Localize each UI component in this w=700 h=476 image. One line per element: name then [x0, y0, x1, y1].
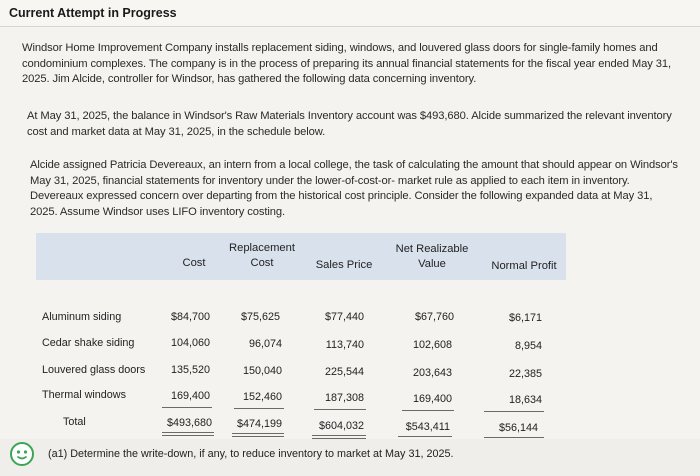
question-text: (a1) Determine the write-down, if any, to reduce inventory to market at May 31, 2025. — [48, 448, 454, 460]
header-normal-profit: Normal Profit — [491, 260, 557, 272]
problem-content — [0, 27, 700, 476]
inventory-table — [36, 233, 566, 411]
cell-replacement: 96,074 — [248, 338, 282, 350]
cell-sales-price: 187,308 — [324, 392, 364, 404]
header-cost: Cost — [182, 257, 206, 269]
header-sales-price: Sales Price — [315, 259, 373, 271]
cell-replacement: 150,040 — [242, 365, 282, 377]
cell-replacement: 152,460 — [242, 391, 282, 403]
replacement-underline — [234, 408, 284, 409]
cell-sales-price-total: $604,032 — [318, 420, 364, 432]
header-bar — [0, 0, 700, 27]
cell-sales-price: $77,440 — [324, 311, 364, 323]
page-title: Current Attempt in Progress — [9, 6, 177, 20]
cell-nrv: 102,608 — [412, 339, 452, 351]
normal-profit-underline — [484, 411, 544, 412]
cell-cost-total: $493,680 — [166, 417, 212, 429]
sales-price-underline — [314, 409, 366, 410]
nrv-underline — [402, 410, 454, 411]
row-label-thermal: Thermal windows — [42, 389, 127, 401]
help-face-icon[interactable] — [9, 441, 35, 467]
intro-paragraph: Windsor Home Improvement Company installs replacement siding, windows, and louvered glass doors for single-family homes and condominium complexes. The company is in the process of preparing its annual financial statements for the fiscal year ended May 31, 2025. Jim Alcide, controller for Windsor, has gathered the following data concerning inventory. — [22, 42, 671, 85]
row-label-total: Total — [63, 416, 86, 428]
cell-normal-profit: 8,954 — [514, 340, 542, 352]
cell-nrv-total: $543,411 — [405, 421, 450, 433]
cell-normal-profit-total: $56,144 — [498, 422, 538, 434]
cell-cost: $84,700 — [170, 311, 210, 323]
header-nrv: Net Realizable Value — [395, 243, 469, 270]
cell-cost: 135,520 — [170, 364, 210, 376]
cell-replacement: $75,625 — [240, 311, 280, 323]
cell-replacement-total: $474,199 — [236, 418, 282, 430]
cell-sales-price: 225,544 — [324, 366, 364, 378]
header-replacement-cost: Replacement Cost — [229, 242, 295, 269]
cell-normal-profit: $6,171 — [508, 312, 542, 324]
cost-underline — [162, 407, 212, 408]
row-label-cedar: Cedar shake siding — [42, 337, 135, 349]
question-section — [0, 439, 700, 476]
intern-paragraph: Alcide assigned Patricia Devereaux, an intern from a local college, the task of calculating the amount that should appear on Windsor's May 31, 2025, financial statements for inventory under the lower-of-cost-or- market rule as applied to each item in inventory. Devereaux expressed concern over departing from the historical cost principle. Consider the following expanded data at May 31, 2025. Assume Windsor uses LIFO inventory costing. — [30, 159, 678, 218]
cell-nrv: 169,400 — [412, 393, 452, 405]
cost-double-underline — [162, 432, 214, 436]
cell-nrv: 203,643 — [412, 367, 452, 379]
cell-cost: 169,400 — [170, 390, 210, 402]
row-label-aluminum: Aluminum siding — [42, 311, 122, 323]
cell-normal-profit: 18,634 — [508, 394, 542, 406]
cell-nrv: $67,760 — [414, 311, 454, 323]
cell-cost: 104,060 — [170, 337, 210, 349]
replacement-double-underline — [232, 433, 284, 437]
cell-sales-price: 113,740 — [325, 339, 364, 351]
cell-normal-profit: 22,385 — [508, 368, 542, 380]
row-label-louvered: Louvered glass doors — [42, 364, 146, 376]
balance-paragraph: At May 31, 2025, the balance in Windsor's Raw Materials Inventory account was $493,680. Alcide summarized the relevant inventory cost and market data at May 31, 2025, in the schedule below. — [27, 110, 672, 138]
